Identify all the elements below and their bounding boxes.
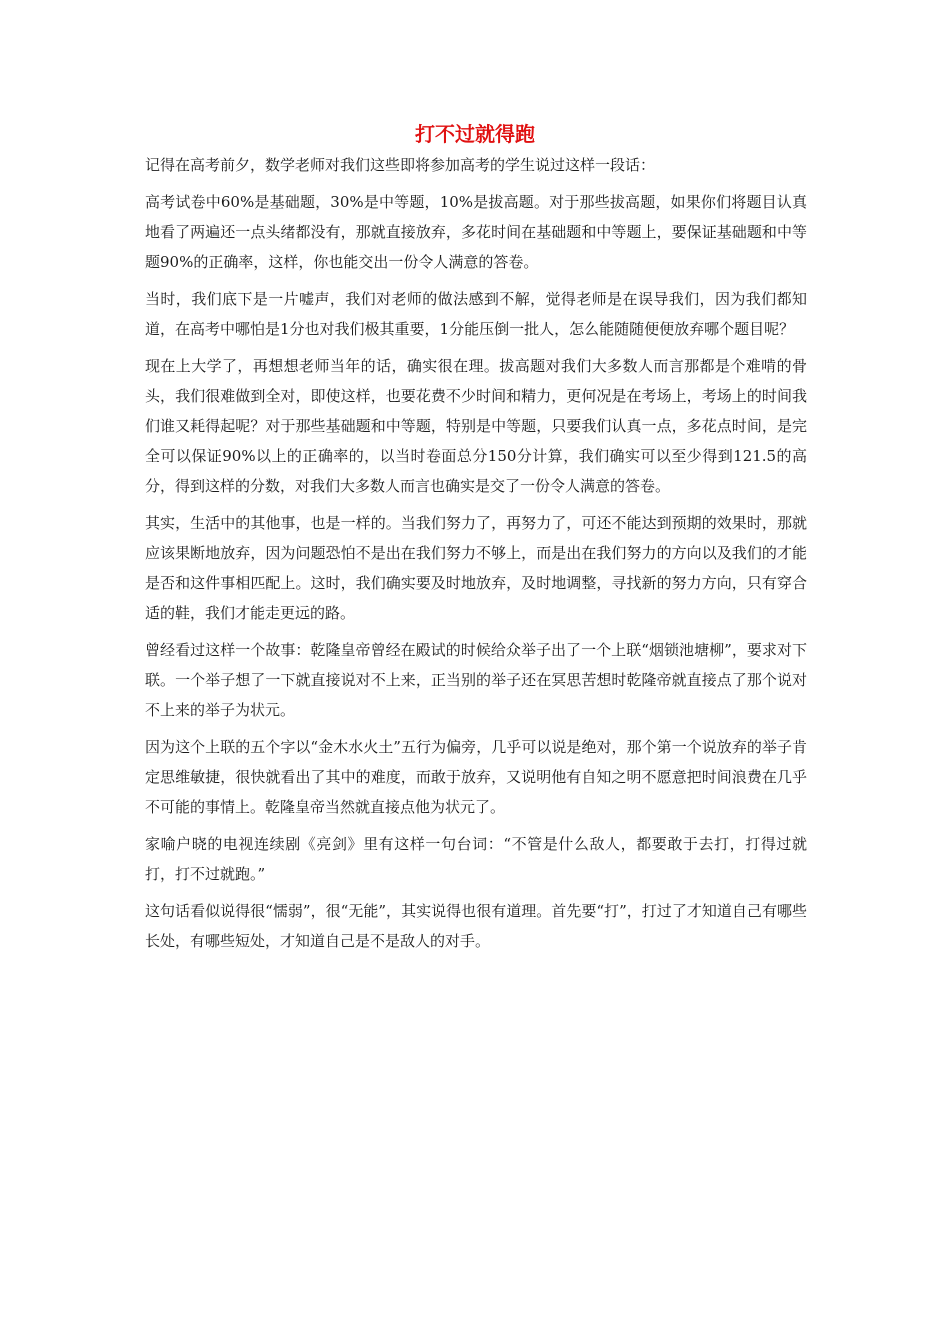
paragraph: 记得在高考前夕，数学老师对我们这些即将参加高考的学生说过这样一段话： (145, 156, 656, 174)
article-body (145, 150, 807, 963)
paragraph: 其实，生活中的其他事，也是一样的。当我们努力了，再努力了，可还不能达到预期的效果时，那就应该果断地放弃，因为问题恐怕不是出在我们努力不够上，而是出在我们努力的方向以及我们的才能是否和这件事相匹配上。这时，我们确实要及时地放弃，及时地调整，寻找新的努力方向，只有穿合适的鞋，我们才能走更远的路。 (145, 514, 807, 622)
paragraph: 因为这个上联的五个字以“金木水火土”五行为偏旁，几乎可以说是绝对，那个第一个说放弃的举子肯定思维敏捷，很快就看出了其中的难度，而敢于放弃，又说明他有自知之明不愿意把时间浪费在几乎不可能的事情上。乾隆皇帝当然就直接点他为状元了。 (145, 738, 807, 816)
page-title: 打不过就得跑 (415, 122, 535, 146)
paragraph: 当时，我们底下是一片嘘声，我们对老师的做法感到不解，觉得老师是在误导我们，因为我们都知道，在高考中哪怕是1分也对我们极其重要，1分能压倒一批人，怎么能随随便便放弃哪个题目呢？ (145, 290, 807, 338)
paragraph: 高考试卷中60%是基础题，30%是中等题，10%是拔高题。对于那些拔高题，如果你们将题目认真地看了两遍还一点头绪都没有，那就直接放弃，多花时间在基础题和中等题上，要保证基础题和中等题90%的正确率，这样，你也能交出一份令人满意的答卷。 (145, 193, 807, 271)
paragraph: 现在上大学了，再想想老师当年的话，确实很在理。拔高题对我们大多数人而言那都是个难啃的骨头，我们很难做到全对，即使这样，也要花费不少时间和精力，更何况是在考场上，考场上的时间我们谁又耗得起呢？对于那些基础题和中等题，特别是中等题，只要我们认真一点，多花点时间，是完全可以保证90%以上的正确率的，以当时卷面总分150分计算，我们确实可以至少得到121.5的高分，得到这样的分数，对我们大多数人而言也确实是交了一份令人满意的答卷。 (145, 357, 807, 495)
paragraph: 这句话看似说得很“懦弱”，很“无能”，其实说得也很有道理。首先要“打”，打过了才知道自己有哪些长处，有哪些短处，才知道自己是不是敌人的对手。 (145, 902, 807, 950)
paragraph: 曾经看过这样一个故事：乾隆皇帝曾经在殿试的时候给众举子出了一个上联“烟锁池塘柳”，要求对下联。一个举子想了一下就直接说对不上来，正当别的举子还在冥思苦想时乾隆帝就直接点了那个说对不上来的举子为状元。 (145, 641, 807, 719)
paragraph: 家喻户晓的电视连续剧《亮剑》里有这样一句台词：“不管是什么敌人，都要敢于去打，打得过就打，打不过就跑。” (145, 835, 807, 883)
